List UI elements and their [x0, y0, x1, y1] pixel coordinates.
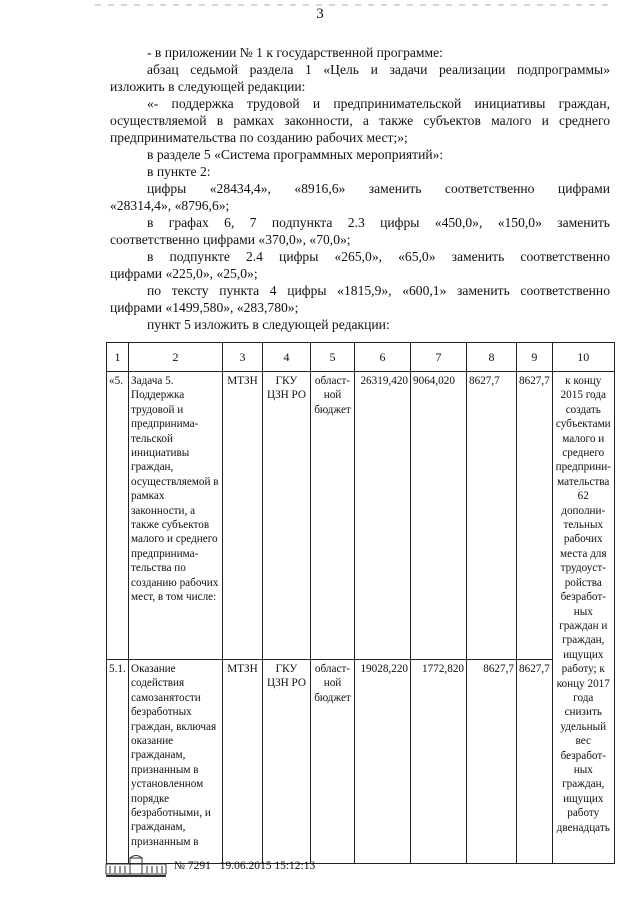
text-line: в пункте 2:: [147, 164, 211, 179]
row-col9: 8627,7: [517, 372, 553, 660]
text-line: в подпункте 2.4 цифры «265,0», «65,0» заменить соответственно: [147, 249, 610, 264]
building-logo-icon: [104, 854, 168, 878]
column-header: 3: [223, 343, 263, 372]
text-line: «28314,4», «8796,6»;: [110, 198, 230, 213]
result-column: к концу 2015 года создать субъектами малого и среднего предприни-мательства 62 дополни-тельных рабочих места для трудоуст-ройства безработ-ных граждан и граждан, ищущих работу; к концу 2017 года снизить удельный вес безработ-ных граждан, ищущих работу двенадцать: [552, 372, 614, 864]
doc-number: № 7291: [174, 860, 211, 872]
row-col6: 26319,420: [355, 372, 411, 660]
row-col8: 8627,7: [467, 372, 517, 660]
text-line: по тексту пункта 4 цифры «1815,9», «600,1» заменить соответственно: [147, 283, 610, 298]
row-task: Задача 5. Поддержка трудовой и предпринима-тельской инициативы граждан, осуществляемой в рамках законности, а также субъектов малого и среднего предпринима-тельства по созданию рабочих мест, в том числе:: [129, 372, 223, 660]
column-header: 9: [517, 343, 553, 372]
text-line: в графах 6, 7 подпункта 2.3 цифры «450,0», «150,0» заменить: [147, 215, 610, 230]
page-number: 3: [316, 6, 324, 22]
text-line: цифрами «225,0», «25,0»;: [110, 266, 258, 281]
row-col7: 1772,820: [411, 660, 467, 864]
row-co-executor: ГКУ ЦЗН РО: [263, 660, 311, 864]
row-number: 5.1.: [107, 660, 129, 864]
text-line: «- поддержка трудовой и предпринимательской инициативы граждан,: [147, 96, 610, 111]
row-source: област-ной бюджет: [311, 660, 355, 864]
column-header: 7: [411, 343, 467, 372]
text-line: в разделе 5 «Система программных мероприятий»:: [147, 147, 444, 162]
column-header: 1: [107, 343, 129, 372]
body-text: [110, 44, 610, 333]
registration-stamp: [174, 860, 321, 872]
table-header-row: [107, 343, 615, 372]
text-line: осуществляемой в рамках законности, а также субъектов малого и среднего: [110, 113, 610, 128]
row-number: «5.: [107, 372, 129, 660]
row-col8: 8627,7: [467, 660, 517, 864]
row-source: област-ной бюджет: [311, 372, 355, 660]
row-task: Оказание содействия самозанятости безработных граждан, включая оказание гражданам, признанным в установленном порядке безработными, и гражданам, признанным в: [129, 660, 223, 864]
column-header: 6: [355, 343, 411, 372]
text-line: пункт 5 изложить в следующей редакции:: [147, 317, 390, 332]
table-row: [107, 660, 615, 864]
row-co-executor: ГКУ ЦЗН РО: [263, 372, 311, 660]
row-executor: МТЗН: [223, 660, 263, 864]
column-header: 2: [129, 343, 223, 372]
text-line: соответственно цифрами «370,0», «70,0»;: [110, 232, 351, 247]
table-row: [107, 372, 615, 660]
text-line: предпринимательства по созданию рабочих мест;»;: [110, 130, 408, 145]
row-executor: МТЗН: [223, 372, 263, 660]
program-table: [106, 342, 615, 864]
row-col9: 8627,7: [517, 660, 553, 864]
text-line: цифрами «1499,580», «283,780»;: [110, 300, 299, 315]
doc-datetime: 19.06.2015 15:12:13: [219, 860, 316, 872]
column-header: 8: [467, 343, 517, 372]
text-line: - в приложении № 1 к государственной программе:: [147, 45, 443, 60]
text-line: изложить в следующей редакции:: [110, 79, 306, 94]
text-line: абзац седьмой раздела 1 «Цель и задачи реализации подпрограммы»: [147, 62, 610, 77]
row-col6: 19028,220: [355, 660, 411, 864]
column-header: 4: [263, 343, 311, 372]
row-col7: 9064,020: [411, 372, 467, 660]
text-line: цифры «28434,4», «8916,6» заменить соответственно цифрами: [147, 181, 610, 196]
column-header: 10: [552, 343, 614, 372]
column-header: 5: [311, 343, 355, 372]
